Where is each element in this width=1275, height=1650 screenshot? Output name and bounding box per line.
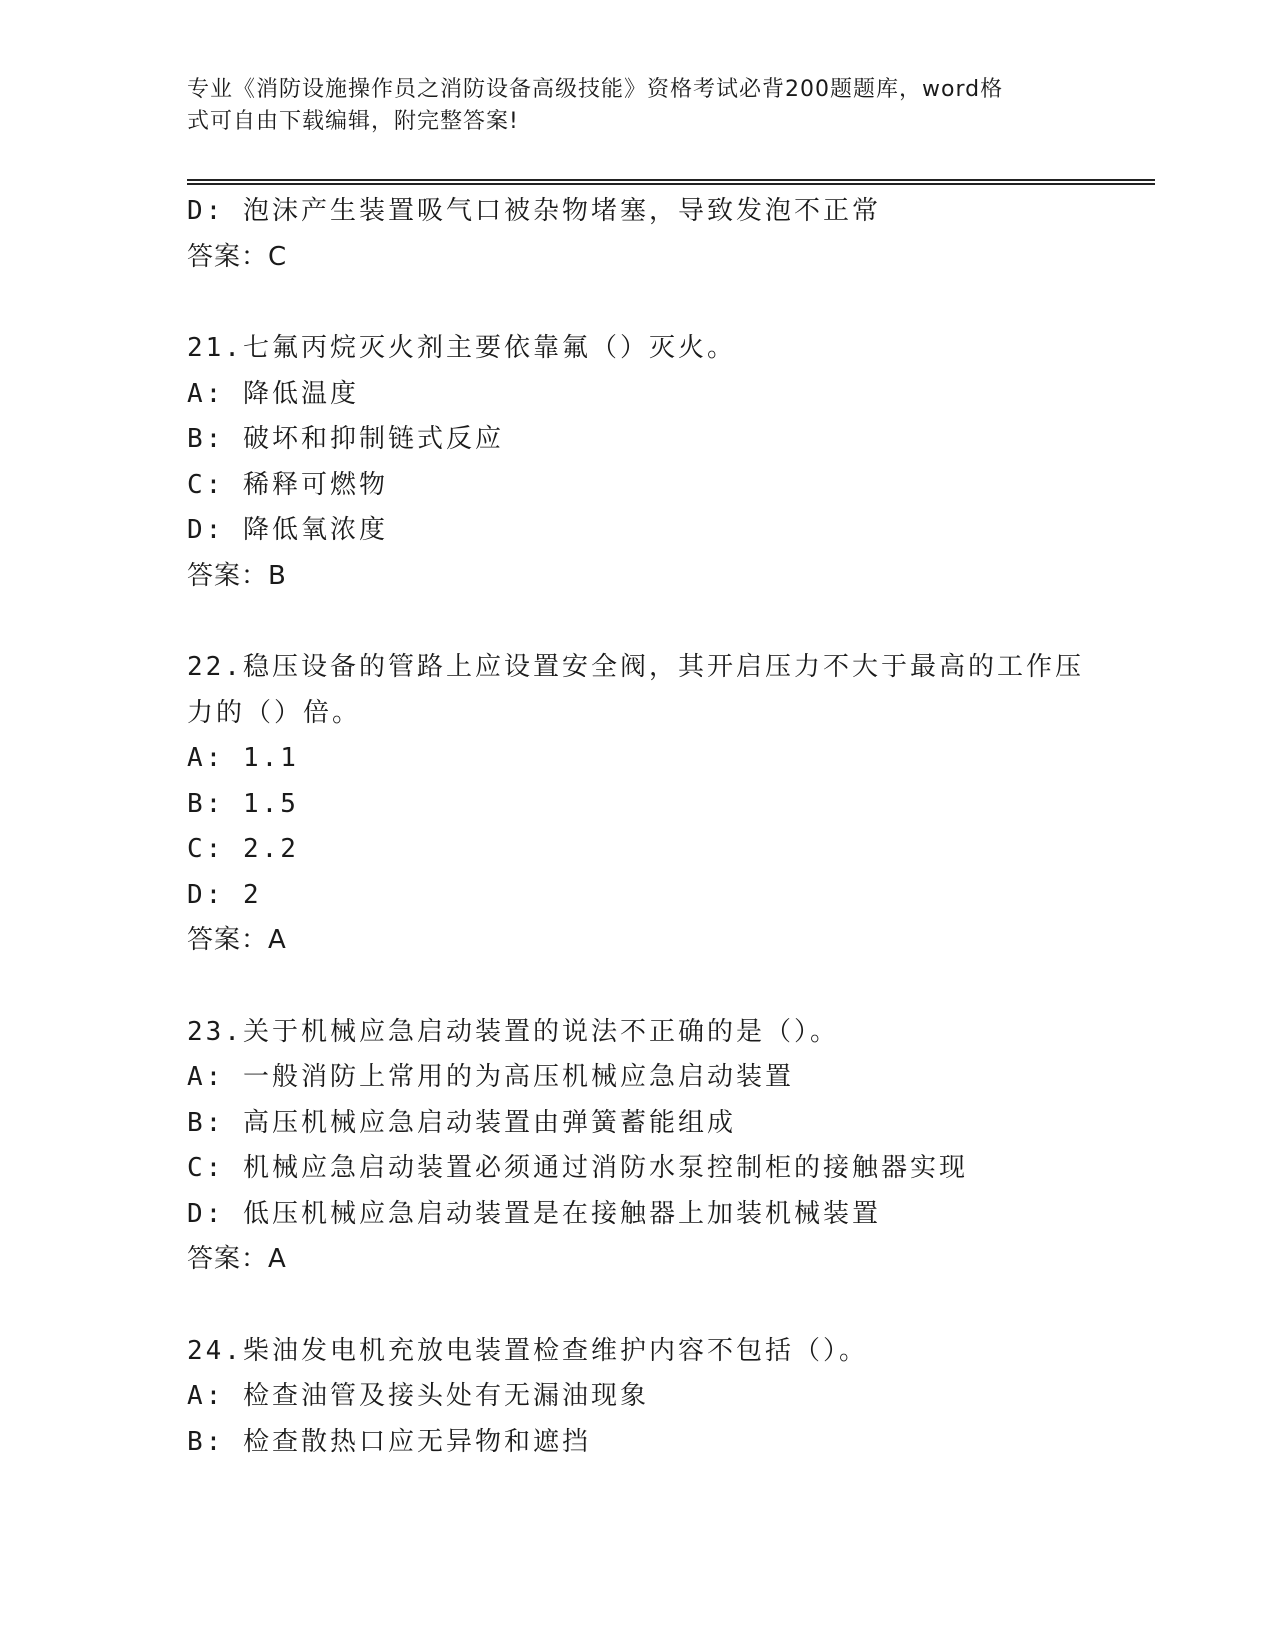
answer: 答案：B: [187, 560, 287, 591]
option-c: C: 稀释可燃物: [187, 469, 388, 500]
option-b: B: 检查散热口应无异物和遮挡: [187, 1426, 591, 1457]
option-b: B: 破坏和抑制链式反应: [187, 424, 504, 454]
option-d: D: 2: [187, 879, 262, 910]
header-divider-bottom: [187, 183, 1155, 185]
option-a: A: 一般消防上常用的为高压机械应急启动装置: [187, 1062, 794, 1092]
question-stem-continued: 力的（）倍。: [187, 697, 362, 728]
spacer: [187, 599, 1087, 645]
question-list: [187, 189, 1087, 1465]
header-divider-top: [187, 179, 1155, 181]
option-a: A: 降低温度: [187, 378, 359, 409]
option-b: B: 1.5: [187, 788, 299, 819]
question-stem: 23.关于机械应急启动装置的说法不正确的是（）。: [187, 1016, 839, 1047]
option-d: D: 低压机械应急启动装置是在接触器上加装机械装置: [187, 1198, 881, 1229]
answer: 答案：A: [187, 925, 287, 955]
document-header: [187, 74, 1087, 138]
question-23: [187, 1010, 1087, 1283]
previous-answer: 答案：C: [187, 241, 288, 272]
question-stem: 22.稳压设备的管路上应设置安全阀，其开启压力不大于最高的工作压: [187, 652, 1084, 682]
option-d: D: 降低氧浓度: [187, 515, 388, 545]
spacer: [187, 1283, 1087, 1329]
question-21: [187, 326, 1087, 599]
spacer: [187, 964, 1087, 1010]
option-b: B: 高压机械应急启动装置由弹簧蓄能组成: [187, 1107, 736, 1138]
question-24: [187, 1329, 1087, 1466]
question-stem: 21.七氟丙烷灭火剂主要依靠氟（）灭火。: [187, 333, 736, 363]
option-c: C: 机械应急启动装置必须通过消防水泵控制柜的接触器实现: [187, 1153, 968, 1183]
header-line-1: 专业《消防设施操作员之消防设备高级技能》资格考试必背200题题库，word格: [187, 77, 1004, 102]
header-line-2: 式可自由下载编辑，附完整答案!: [187, 109, 519, 134]
question-22: [187, 645, 1087, 964]
option-c: C: 2.2: [187, 834, 299, 864]
spacer: [187, 280, 1087, 326]
answer: 答案：A: [187, 1244, 287, 1274]
previous-option-d: D: 泡沫产生装置吸气口被杂物堵塞，导致发泡不正常: [187, 196, 881, 226]
option-a: A: 1.1: [187, 743, 299, 773]
option-a: A: 检查油管及接头处有无漏油现象: [187, 1381, 649, 1411]
question-stem: 24.柴油发电机充放电装置检查维护内容不包括（）。: [187, 1335, 868, 1366]
